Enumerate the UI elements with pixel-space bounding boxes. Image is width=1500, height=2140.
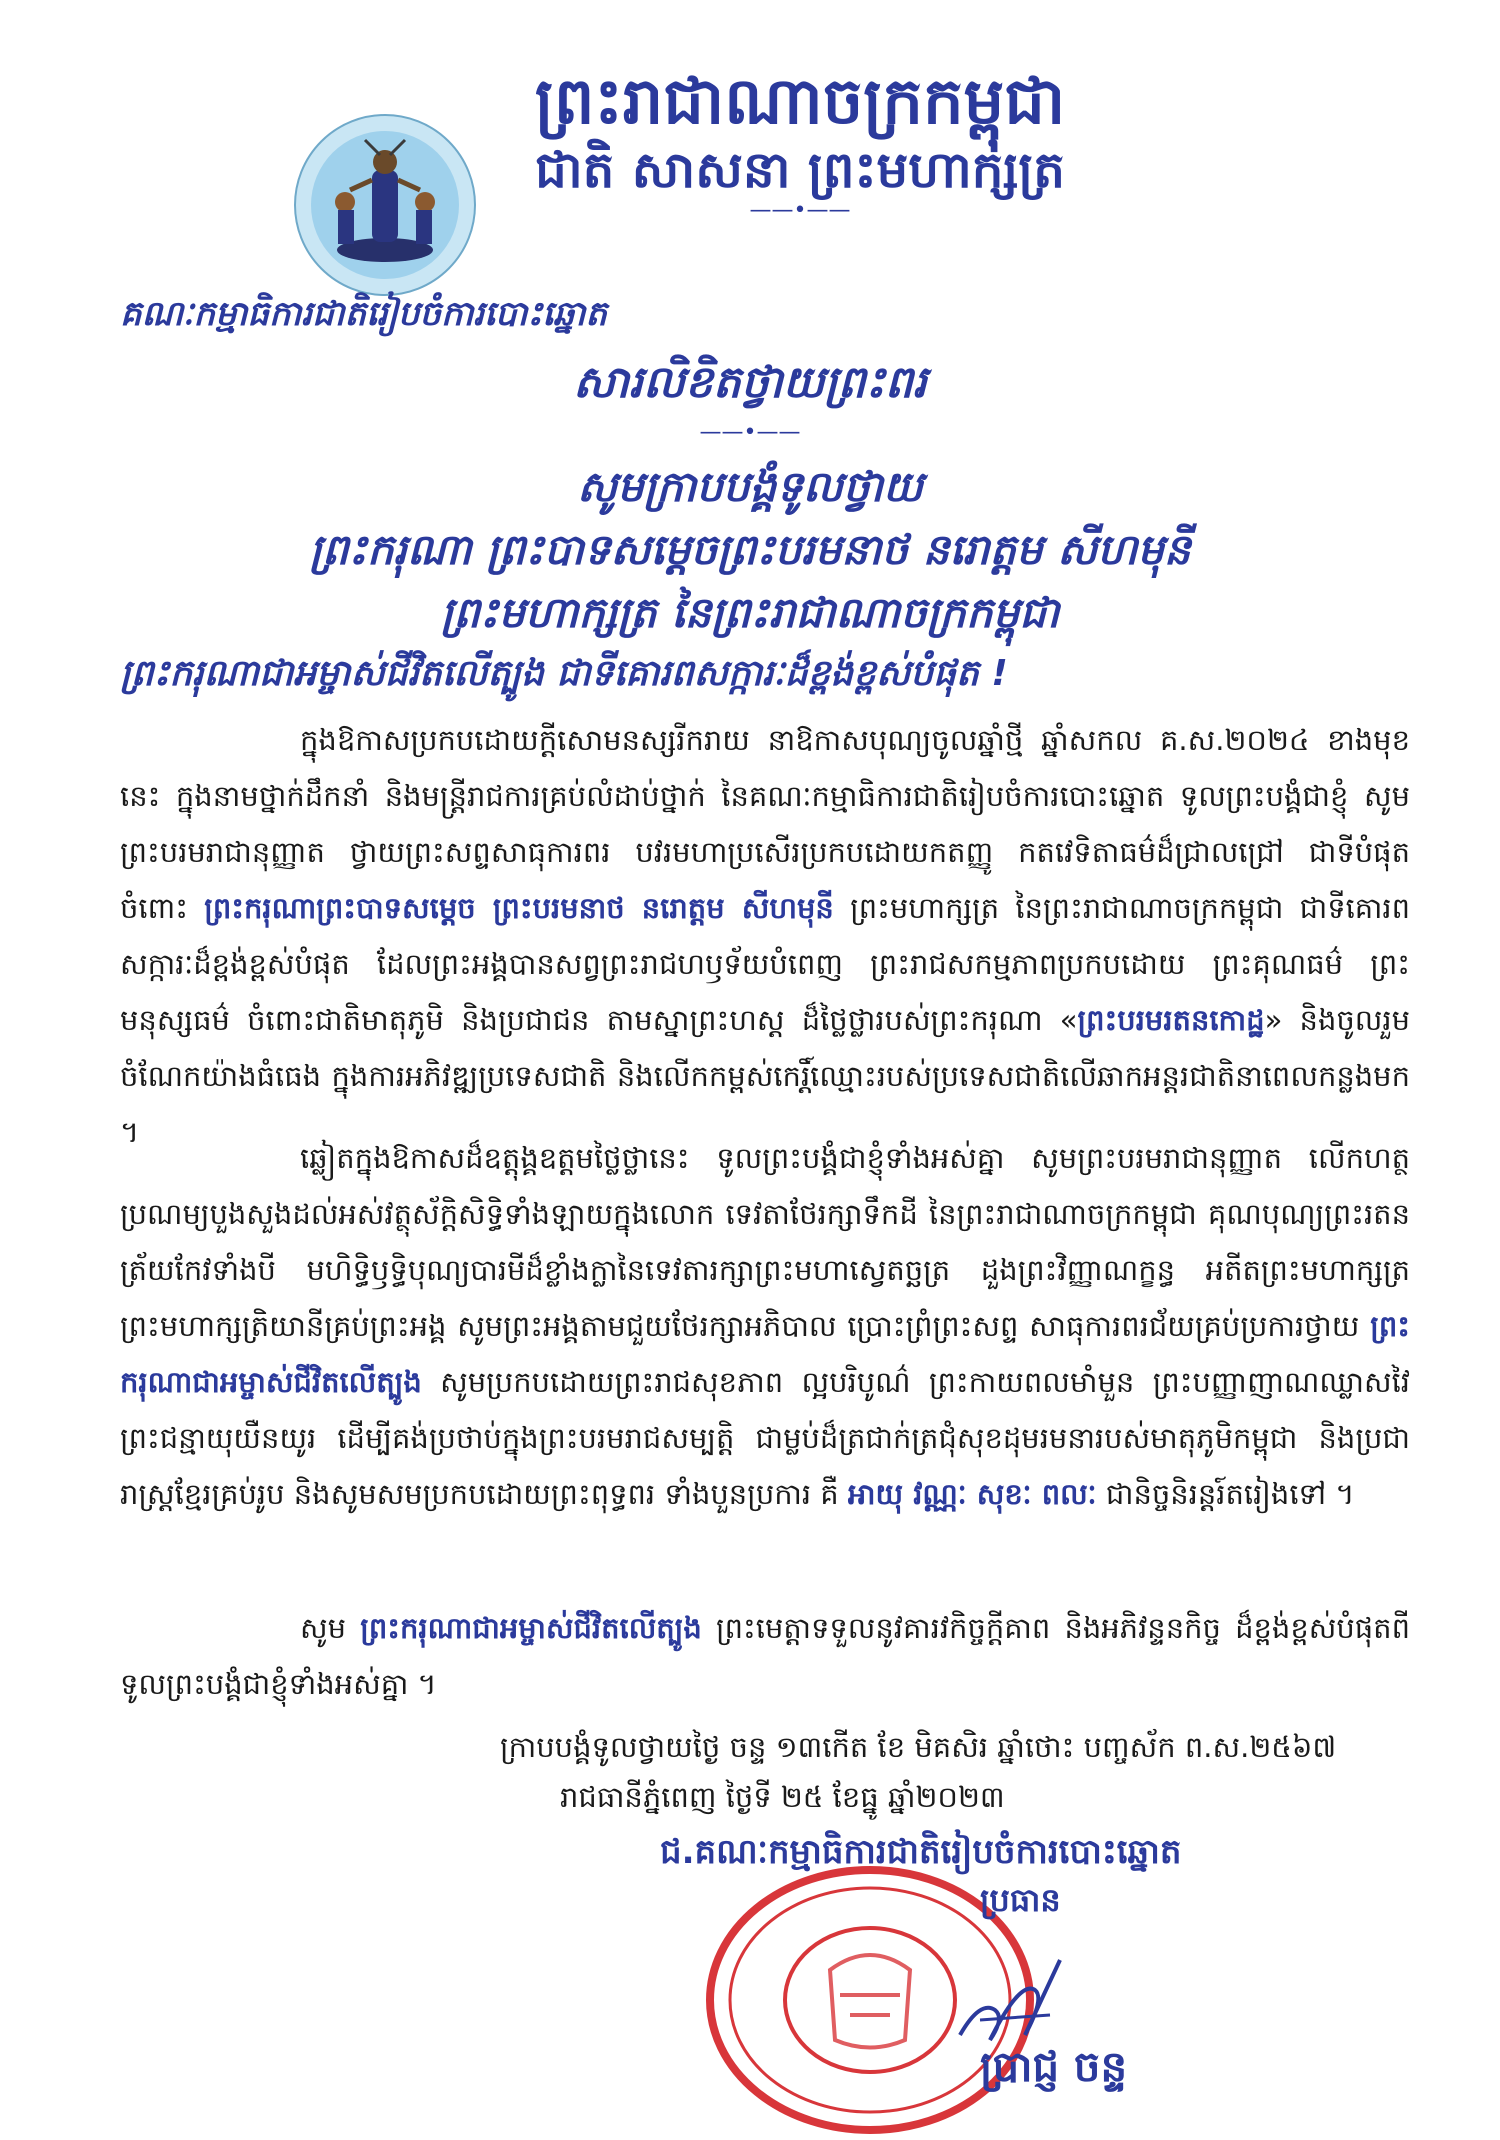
p1-king-name: ព្រះករុណាព្រះបាទសម្តេច ព្រះបរមនាថ នរោត្តម សីហមុនី [204,891,834,925]
p2-text-a: ឆ្លៀតក្នុងឱកាសដ៏ឧត្តុង្គឧត្តមថ្លៃថ្លានេះ ទូលព្រះបង្គំជាខ្ញុំទាំងអស់គ្នា សូមព្រះបរមរាជានុញ្ញាត លើកហត្ថប្រណម្យបួងសួងដល់អស់វត្ថុស័ក្តិសិទ្ធិទាំងឡាយក្នុងលោក ទេវតាថែរក្សាទឹកដី នៃព្រះរាជាណាចក្រកម្ពុជា គុណបុណ្យព្រះរតនត្រ័យកែវទាំងបី មហិទ្ធិឫទ្ធិបុណ្យបារមីដ៏ខ្លាំងក្លានៃទេវតារក្សាព្រះមហាស្វេតច្ឆត្រ ដួងព្រះវិញ្ញាណក្ខន្ធ អតីតព្រះមហាក្សត្រ ព្រះមហាក្សត្រិយានីគ្រប់ព្រះអង្គ សូមព្រះអង្គតាមជួយថែរក្សាអភិបាល ប្រោះព្រំព្រះសព្ទ សាធុការពរជ័យគ្រប់ប្រការថ្វាយ [120,1141,1410,1343]
signatory-role: ប្រធាន [980,1881,1061,1919]
paragraph-2 [120,1130,1410,1522]
signatory-name: ប្រាជ្ញ ចន្ទ [980,2042,1128,2091]
p1-title: ព្រះបរមរតនកោដ្ឋ [1077,1003,1265,1037]
national-motto: ជាតិ សាសនា ព្រះមហាក្សត្រ [535,141,1065,199]
p1-text-e: » និងចូលរួមចំណែកយ៉ាងធំធេង ក្នុងការអភិវឌ្ឍប្រទេសជាតិ និងលើកកម្ពស់កេរ្តិ៍ឈ្មោះរបស់ប្រទេសជាតិលើឆាកអន្តរជាតិនាពេលកន្លងមក ។ [120,1003,1410,1149]
salutation-line-3: ព្រះមហាក្សត្រ នៃព្រះរាជាណាចក្រកម្ពុជា [440,588,1060,637]
date-lunar: ក្រាបបង្គំទូលថ្វាយថ្ងៃ ចន្ទ ១៣កើត ខែ មិគសិរ ឆ្នាំថោះ បញ្ចស័ក ព.ស.២៥៦៧ [500,1730,1337,1764]
p3-text-a: សូម [300,1611,347,1645]
header-ornament: ——•—— [749,198,851,223]
salutation-line-2: ព្រះករុណា ព្រះបាទសម្តេចព្រះបរមនាថ នរោត្តម សីហមុនី [309,525,1191,574]
dedication-line: ព្រះករុណាជាអម្ចាស់ជីវិតលើត្បូង ជាទីគោរពសក្ការៈដ៏ខ្ពង់ខ្ពស់បំផុត ! [120,653,1008,694]
letter-title: សារលិខិតថ្វាយព្រះពរ [573,357,927,408]
p1-text-a: ក្នុងឱកាសប្រកបដោយក្តីសោមនស្សរីករាយ នាឱកាសបុណ្យចូលឆ្នាំថ្មី ឆ្នាំសកល គ.ស.២០២៤ ខាងមុខនេះ ក្នុងនាមថ្នាក់ដឹកនាំ និងមន្រ្តីរាជការគ្រប់លំដាប់ថ្នាក់ នៃគណៈកម្មាធិការជាតិរៀបចំការបោះឆ្នោត ទូលព្រះបង្គំជាខ្ញុំ សូមព្រះបរមរាជានុញ្ញាត ថ្វាយព្រះសព្ទសាធុការពរ បវរមហាប្រសើរប្រកបដោយកតញ្ញូ កតវេទិតាធម៌ដ៏ជ្រាលជ្រៅ ជាទីបំផុត ចំពោះ [120,723,1410,925]
nec-emblem-icon [290,110,480,300]
p2-text-e: ជានិច្ចនិរន្តរ៍តរៀងទៅ ។ [1105,1477,1355,1511]
p2-king-title: ព្រះករុណាជាអម្ចាស់ជីវិតលើត្បូង [120,1309,1410,1399]
p1-text-c: ព្រះមហាក្សត្រ នៃព្រះរាជាណាចក្រកម្ពុជា ជាទីគោរពសក្ការៈដ៏ខ្ពង់ខ្ពស់បំផុត ដែលព្រះអង្គបានសព្វព្រះរាជហឫទ័យបំពេញ ព្រះរាជសកម្មភាពប្រកបដោយ ព្រះគុណធម៌ ព្រះមនុស្សធម៌ ចំពោះជាតិមាតុភូមិ និងប្រជាជន តាមស្នាព្រះហស្ត ដ៏ថ្លៃថ្លារបស់ព្រះករុណា « [120,891,1411,1037]
p2-blessings: អាយុ វណ្ណៈ សុខៈ ពលៈ [847,1477,1097,1511]
committee-name: គណៈកម្មាធិការជាតិរៀបចំការបោះឆ្នោត [120,294,608,334]
paragraph-1 [120,712,1410,1160]
signatory-organization: ជ.គណៈកម្មាធិការជាតិរៀបចំការបោះឆ្នោត [660,1832,1182,1872]
kingdom-heading: ព្រះរាជាណាចក្រកម្ពុជា [534,65,1066,139]
paragraph-3 [120,1600,1410,1712]
title-ornament: ——•—— [699,420,801,445]
salutation-line-1: សូមក្រាបបង្គំទូលថ្វាយ [577,462,923,511]
p3-text-c: ព្រះមេត្តាទទួលនូវគារវកិច្ចក្តីគាព និងអភិវន្ទនកិច្ច ដ៏ខ្ពង់ខ្ពស់បំផុតពីទូលព្រះបង្គំជាខ្ញុំទាំងអស់គ្នា ។ [120,1611,1410,1701]
date-solar: រាជធានីភ្នំពេញ ថ្ងៃទី ២៥ ខែធ្នូ ឆ្នាំ២០២៣ [560,1780,1005,1814]
p3-king-title: ព្រះករុណាជាអម្ចាស់ជីវិតលើត្បូង [360,1611,702,1645]
p2-text-c: សូមប្រកបដោយព្រះរាជសុខភាព ល្អបរិបូណ៌ ព្រះកាយពលមាំមួន ព្រះបញ្ញាញាណឈ្លាសវៃ ព្រះជន្មាយុយឺនយូរ ដើម្បីគង់ប្រថាប់ក្នុងព្រះបរមរាជសម្បត្តិ ជាម្លប់ដ៏ត្រជាក់ត្រជុំសុខដុមរមនារបស់មាតុភូមិកម្ពុជា និងប្រជារាស្ត្រខ្មែរគ្រប់រូប និងសូមសមប្រកបដោយព្រះពុទ្ធពរ ទាំងបួនប្រការ គឺ [120,1365,1410,1511]
